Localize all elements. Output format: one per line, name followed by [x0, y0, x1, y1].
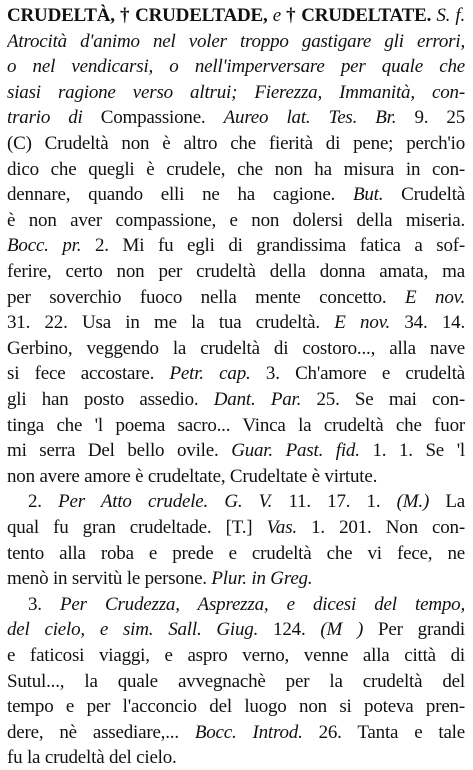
italic-text: trario di: [7, 107, 101, 129]
entry-line: [7, 132, 465, 156]
italic-text: E nov.: [334, 312, 390, 334]
body-text: 1. 201. Non con-: [296, 517, 465, 538]
headword: † CRUDELTATE.: [280, 5, 437, 26]
headword: CRUDELTÀ, † CRUDELTADE,: [7, 5, 273, 26]
entry-line: [7, 260, 465, 284]
body-text: tempo e per l'acconcio del luogo non si poteva pren-: [7, 696, 465, 718]
entry-line: [7, 644, 465, 668]
entry-line: [7, 618, 465, 642]
body-text: dico che quegli è crudele, che non ha misura in con-: [7, 158, 465, 180]
body-text: 2. Mi fu egli di grandissima fatica a sof-: [81, 235, 465, 257]
entry-line: [7, 465, 465, 489]
italic-text: Plur. in Greg.: [211, 568, 313, 590]
entry-line: [7, 439, 465, 463]
body-text: dennare, quando elli ne ha cagione.: [7, 184, 353, 206]
body-text: 11. 17. 1.: [272, 491, 397, 513]
entry-line: [7, 695, 465, 719]
body-text: non avere amore è crudeltate, Crudeltate è virtute.: [7, 465, 378, 487]
body-text: 1. 1. Se 'l: [359, 440, 465, 462]
entry-line: [7, 542, 465, 566]
body-text: qual fu gran crudeltade. [T.]: [7, 517, 267, 538]
italic-text: Bocc. pr.: [7, 235, 82, 257]
body-text: si fece accostare.: [7, 363, 170, 385]
italic-text: Guar. Past. fid.: [231, 440, 360, 462]
entry-line: [7, 4, 465, 28]
italic-text: Atrocità d'animo nel voler troppo gastigare gli errori,: [7, 30, 465, 52]
italic-text: Vas.: [266, 517, 297, 538]
body-text: e faticosi viaggi, e aspro verno, venne alla città di: [7, 645, 465, 666]
entry-line: [7, 286, 465, 310]
body-text: Compassione.: [100, 107, 224, 129]
entry-line: [7, 414, 465, 438]
body-text: 2.: [28, 491, 59, 513]
italic-text: del cielo, e sim. Sall. Giug.: [7, 619, 259, 641]
italic-text: Aureo lat. Tes. Br.: [223, 107, 397, 129]
body-text: dere, nè assediare,...: [7, 721, 195, 743]
entry-line: [7, 234, 465, 258]
entry-line: [7, 183, 465, 207]
italic-text: (M.): [396, 491, 430, 513]
entry-line: [7, 81, 465, 105]
entry-line: [7, 721, 465, 745]
italic-text: Per Crudezza, Asprezza, e dicesi del tempo,: [60, 593, 465, 615]
entry-line: [7, 106, 465, 130]
entry-line: [28, 490, 465, 514]
entry-line: [7, 55, 465, 79]
body-text: mi serra Del bello ovile.: [7, 440, 232, 462]
body-text: Gerbino, veggendo la crudeltà di costoro..., alla nave: [7, 337, 465, 359]
body-text: ferire, certo non per crudeltà della donna amata, ma: [7, 261, 465, 282]
italic-text: Bocc. Introd.: [194, 721, 303, 743]
italic-text: siasi ragione verso altrui; Fierezza, Immanità, con-: [7, 81, 465, 103]
body-text: 34. 14.: [390, 312, 465, 334]
body-text: gli han posto assedio.: [7, 389, 214, 410]
italic-text: (M ): [320, 619, 364, 641]
entry-line: [7, 388, 465, 412]
entry-line: [7, 746, 465, 770]
body-text: (C) Crudeltà non è altro che fierità di pene; perch'io: [7, 133, 465, 154]
body-text: La: [429, 491, 465, 513]
body-text: è non aver compassione, e non dolersi della miseria.: [7, 209, 465, 231]
body-text: 26. Tanta e tale: [302, 721, 465, 743]
italic-text: E nov.: [405, 286, 465, 308]
italic-text: S. f.: [436, 5, 465, 26]
entry-line: [7, 567, 465, 591]
entry-line: [7, 30, 465, 54]
body-text: 9. 25: [396, 107, 465, 129]
body-text: Crudeltà: [383, 184, 465, 206]
italic-text: But.: [352, 184, 384, 206]
body-text: 3. Ch'amore e crudeltà: [250, 363, 465, 385]
body-text: tinga che 'l poema sacro... Vinca la crudeltà che fuor: [7, 414, 465, 436]
entry-line: [7, 362, 465, 386]
body-text: Sutul..., la quale avvegnachè per la crudeltà del: [7, 670, 465, 692]
body-text: Per grandi: [363, 619, 465, 641]
body-text: 25. Se mai con-: [301, 389, 465, 410]
entry-line: [7, 158, 465, 182]
body-text: 124.: [258, 619, 321, 641]
entry-line: [7, 209, 465, 233]
entry-line: [7, 516, 465, 540]
entry-line: [7, 337, 465, 361]
italic-text: Per Atto crudele. G. V.: [58, 491, 273, 513]
italic-text: Petr. cap.: [169, 363, 251, 385]
body-text: 31. 22. Usa in me la tua crudeltà.: [7, 312, 335, 334]
entry-line: [28, 593, 465, 617]
body-text: 3.: [28, 593, 61, 615]
body-text: tento alla roba e prede e crudeltà che vi fece, ne: [7, 542, 465, 564]
body-text: menò in servitù le persone.: [7, 568, 212, 590]
italic-text: o nel vendicarsi, o nell'imperversare per quale che: [7, 56, 465, 78]
italic-text: Dant. Par.: [213, 389, 302, 410]
body-text: fu la crudeltà del cielo.: [7, 747, 177, 769]
italic-text: e: [272, 5, 281, 26]
body-text: per soverchio fuoco nella mente concetto.: [7, 286, 406, 308]
entry-line: [7, 670, 465, 694]
entry-line: [7, 311, 465, 335]
